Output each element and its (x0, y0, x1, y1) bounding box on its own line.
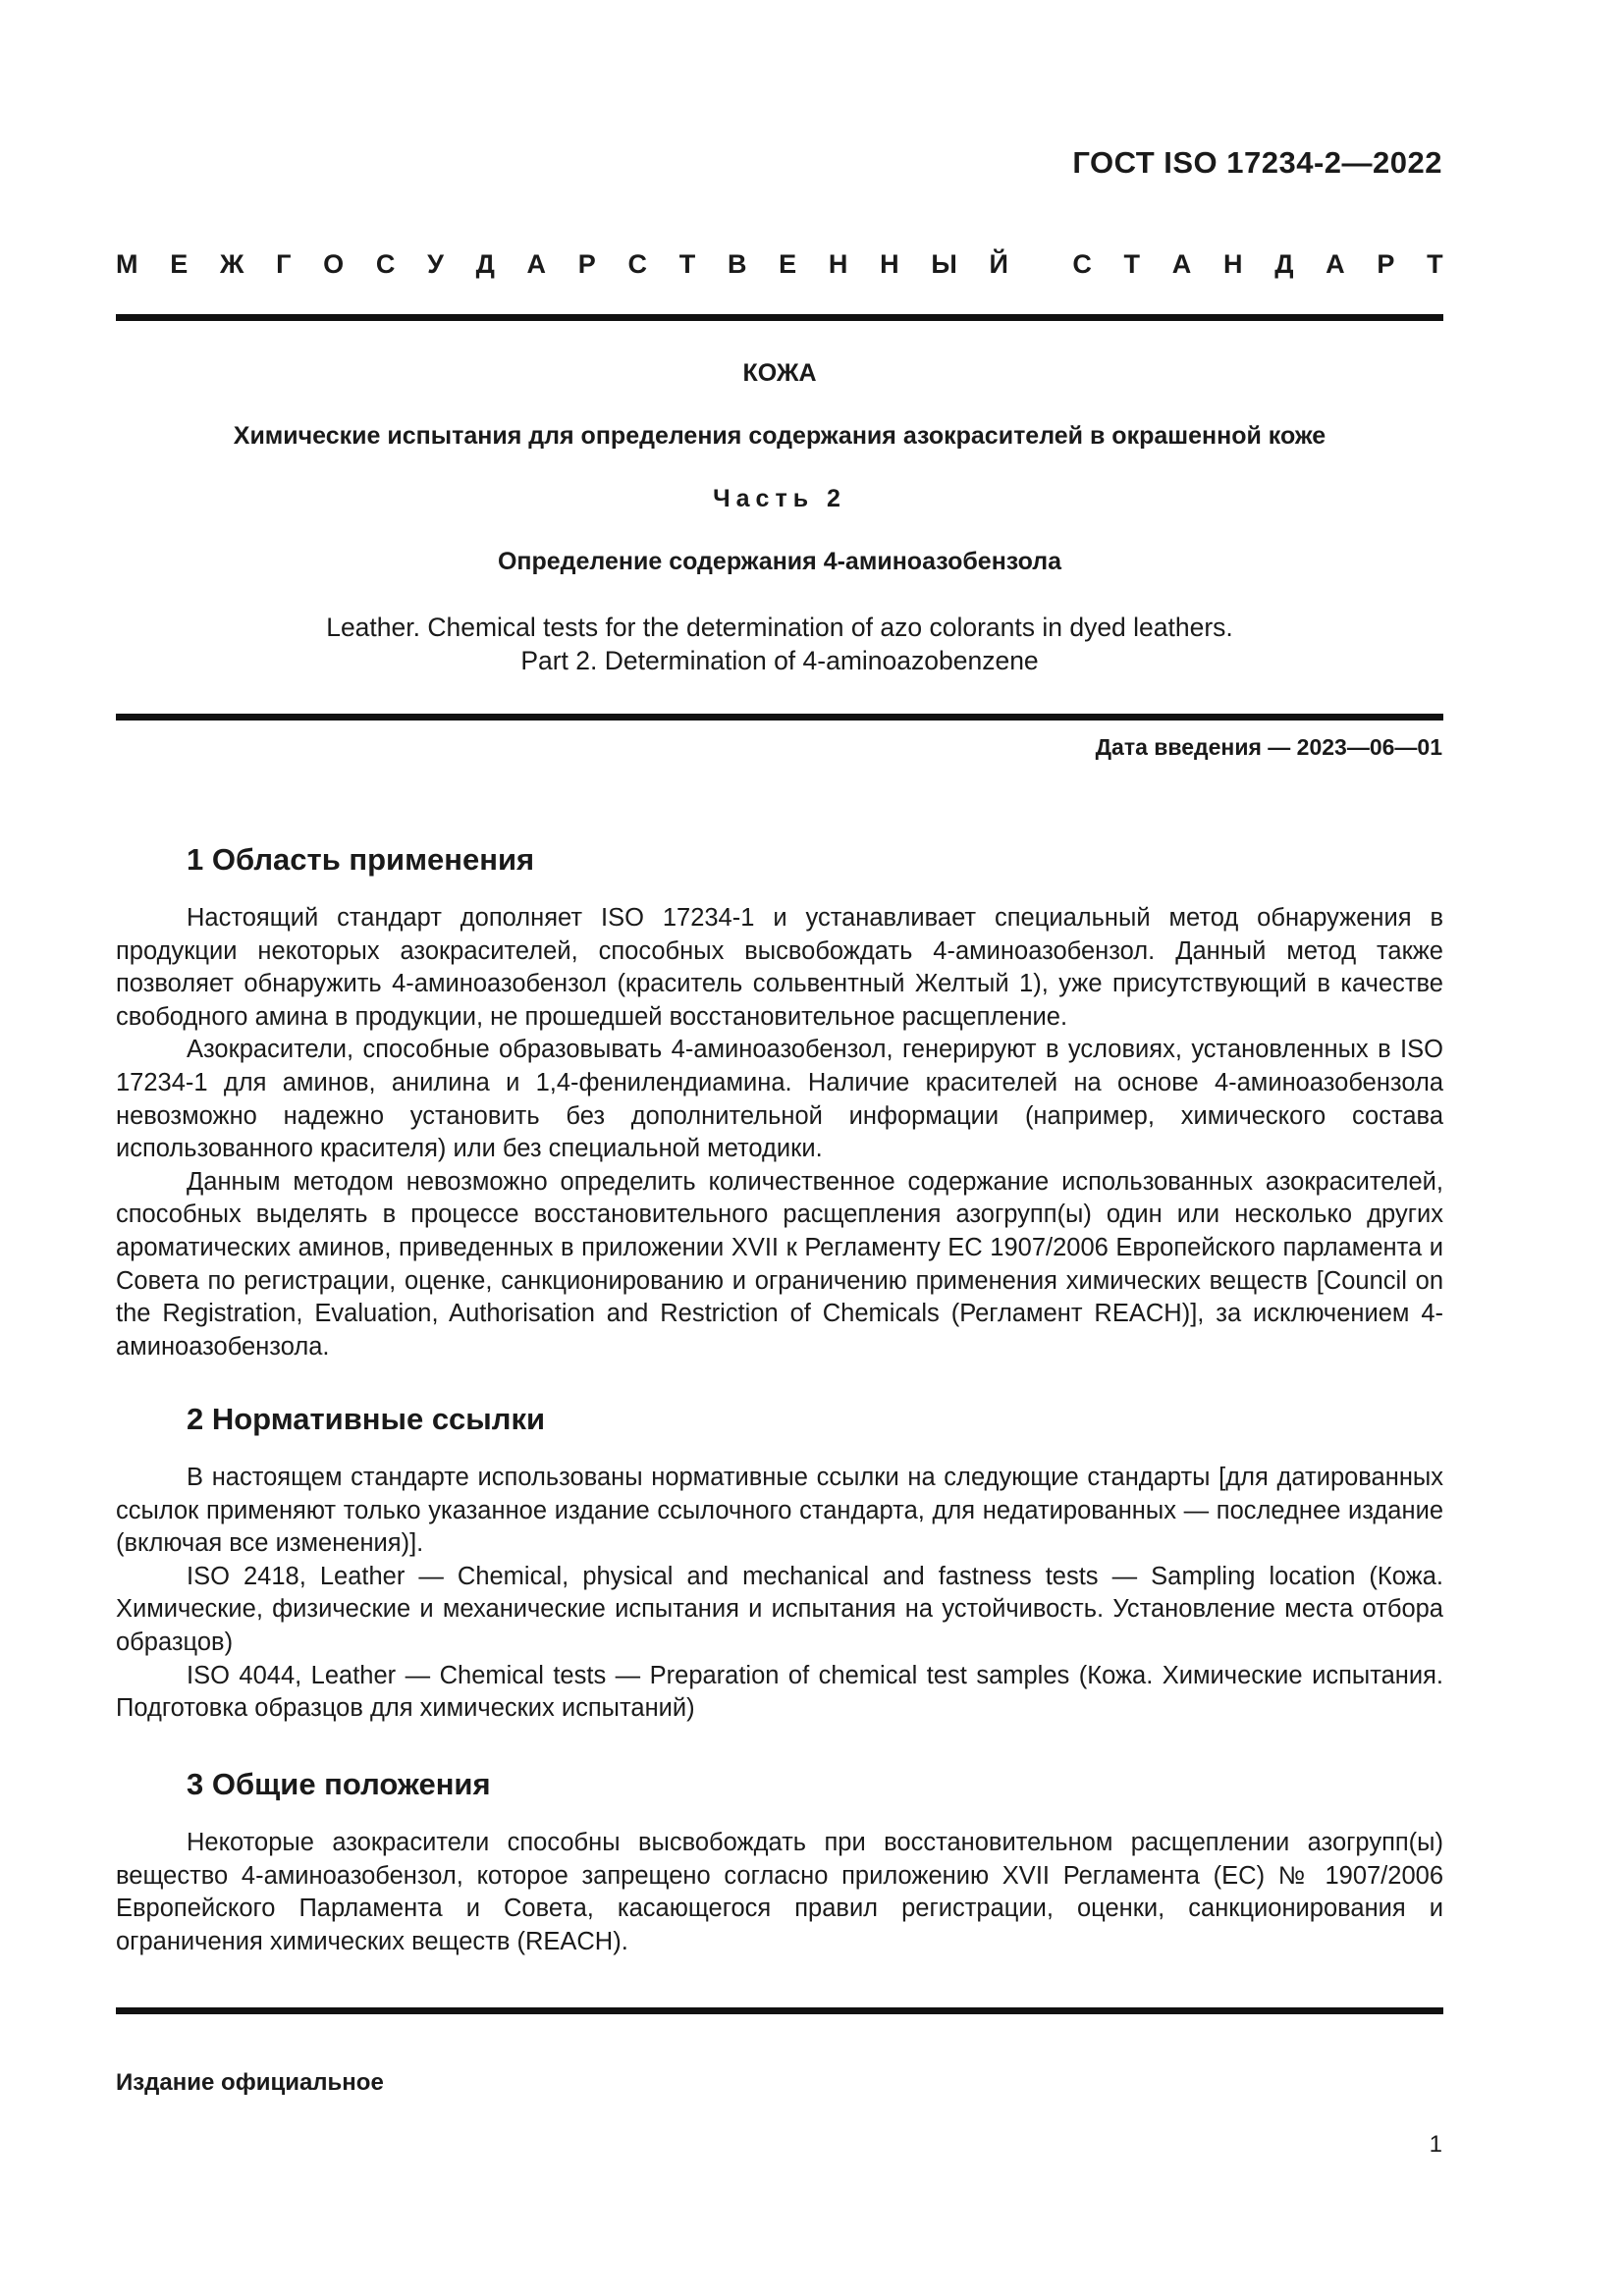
banner-letter: С (627, 249, 647, 279)
document-title: КОЖА (742, 359, 817, 387)
banner-letter: Т (1123, 249, 1141, 279)
standard-type-banner (116, 249, 1443, 280)
section-heading-scope: 1 Область применения (187, 842, 535, 877)
reference-item: ISO 2418, Leather — Chemical, physical and mechanical and fastness tests — Sampling location (Кожа. Химические, физические и механические испытания и испытания на устойчивость. Установление места отбора образцов) (116, 1562, 1443, 1656)
banner-letter: А (1326, 249, 1345, 279)
paragraph: Настоящий стандарт дополняет ISO 17234-1 и устанавливает специальный метод обнаружения в продукции некоторых азокрасителей, способных высвобождать 4-аминоазобензол. Данный метод также позволяет обнаружить 4-аминоазобензол (краситель сольвентный Желтый 1), уже присутствующий в качестве свободного амина в продукции, не прошедшей восстановительное расщепление. (116, 904, 1443, 1031)
banner-letter: С (375, 249, 396, 279)
banner-letter: О (323, 249, 345, 279)
document-number: ГОСТ ISO 17234-2—2022 (1072, 145, 1442, 180)
header-divider (116, 314, 1443, 321)
english-title-line: Leather. Chemical tests for the determination of azo colorants in dyed leathers. (326, 613, 1233, 642)
banner-letter: Н (880, 249, 899, 279)
introduction-date: Дата введения — 2023—06—01 (1095, 734, 1442, 760)
banner-letter: Н (1222, 249, 1243, 279)
banner-letter: Д (475, 249, 495, 279)
section-body-general (116, 1827, 1443, 1958)
banner-letter: Ж (219, 249, 244, 279)
banner-letter: Е (779, 249, 797, 279)
banner-letter: М (116, 249, 138, 279)
paragraph: Данным методом невозможно определить количественное содержание использованных азокрасителей, способных выделять в процессе восстановительного расщепления азогрупп(ы) один или несколько других ароматических аминов, приведенных в приложении XVII к Регламенту ЕС 1907/2006 Европейского парламента и Совета по регистрации, оценке, санкционированию и ограничению применения химических веществ [Council on the Registration, Evaluation, Authorisation and Restriction of Chemicals (Регламент REACH)], за исключением 4-аминоазобензола. (116, 1167, 1443, 1361)
banner-letter: А (1171, 249, 1192, 279)
banner-letter: Ы (931, 249, 957, 279)
paragraph: Некоторые азокрасители способны высвобождать при восстановительном расщеплении азогрупп(ы) вещество 4-аминоазобензол, которое запрещено согласно приложению XVII Регламента (ЕС) № 1907/2006 Европейского Парламента и Совета, касающегося правил регистрации, оценки, санкционирования и ограничения химических веществ (REACH). (116, 1829, 1443, 1955)
banner-letter: Р (577, 249, 596, 279)
banner-letter: А (526, 249, 547, 279)
english-title-line: Part 2. Determination of 4-aminoazobenzene (520, 646, 1039, 675)
banner-letter: В (727, 249, 747, 279)
banner-letter: С (1072, 249, 1092, 279)
title-divider (116, 714, 1443, 721)
banner-letter: Р (1377, 249, 1395, 279)
banner-letter: У (427, 249, 444, 279)
footer-divider (116, 2007, 1443, 2014)
document-part-title: Определение содержания 4-аминоазобензола (497, 548, 1062, 575)
paragraph: Азокрасители, способные образовывать 4-аминоазобензол, генерируют в условиях, установленных в ISO 17234-1 для аминов, анилина и 1,4-фенилендиамина. Наличие красителей на основе 4-аминоазобензола невозможно надежно установить без дополнительной информации (например, химического состава использованного красителя) или без специальной методики. (116, 1036, 1443, 1163)
document-part: Часть 2 (713, 485, 846, 512)
section-body-scope (116, 902, 1443, 1363)
banner-letter: Е (170, 249, 189, 279)
banner-letter: Г (276, 249, 292, 279)
paragraph: В настоящем стандарте использованы нормативные ссылки на следующие стандарты [для датированных ссылок применяют только указанное издание ссылочного стандарта, для недатированных — последнее издание (включая все изменения)]. (116, 1464, 1443, 1558)
section-body-normative-references (116, 1462, 1443, 1726)
banner-letter: Т (678, 249, 696, 279)
banner-letter: Д (1274, 249, 1294, 279)
document-subtitle: Химические испытания для определения содержания азокрасителей в окрашенной коже (233, 422, 1326, 450)
page-number: 1 (1429, 2131, 1442, 2158)
section-heading-general: 3 Общие положения (187, 1767, 491, 1801)
banner-letter: Н (828, 249, 848, 279)
banner-letter: Й (989, 249, 1008, 279)
reference-item: ISO 4044, Leather — Chemical tests — Preparation of chemical test samples (Кожа. Химические испытания. Подготовка образцов для химических испытаний) (116, 1661, 1443, 1723)
official-edition-label: Издание официальное (116, 2069, 384, 2096)
english-title (116, 611, 1443, 677)
banner-letter: Т (1427, 249, 1443, 279)
section-heading-normative-references: 2 Нормативные ссылки (187, 1402, 546, 1436)
